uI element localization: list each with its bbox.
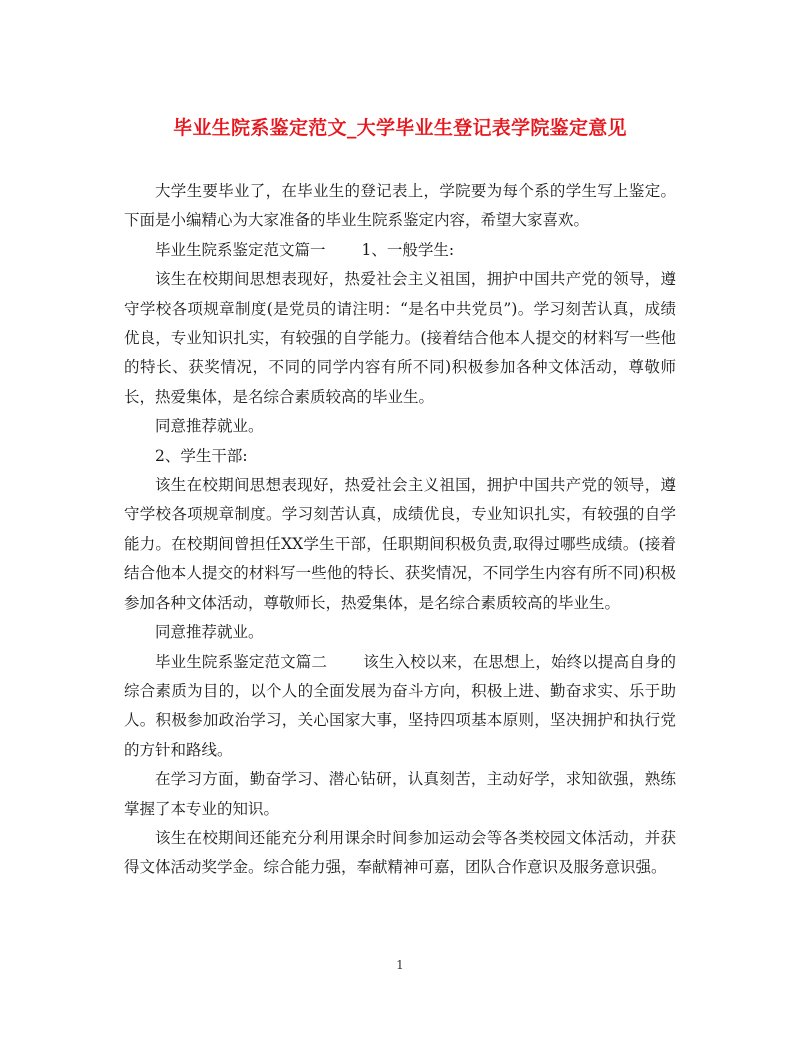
- document-body: [124, 177, 676, 883]
- student-cadre-paragraph: 该生在校期间思想表现好，热爱社会主义祖国，拥护中国共产党的领导，遵守学校各项规章制度。学习刻苦认真，成绩优良，专业知识扎实，有较强的自学能力。在校期间曾担任XX学生干部，任职期间积极负责,取得过哪些成绩。(接着结合他本人提交的材料写一些他的特长、获奖情况，不同学生内容有所不同)积极参加各种文体活动，尊敬师长，热爱集体，是名综合素质较高的毕业生。: [124, 476, 676, 612]
- page-title: 毕业生院系鉴定范文_大学毕业生登记表学院鉴定意见: [173, 117, 627, 139]
- general-student-subheading: 1、一般学生:: [361, 240, 455, 259]
- page-number: 1: [396, 958, 404, 972]
- student-cadre-subheading: 2、学生干部:: [155, 446, 248, 465]
- section-2-paragraph-2: 在学习方面，勤奋学习、潜心钻研，认真刻苦，主动好学，求知欲强，熟练掌握了本专业的知识。: [124, 770, 676, 818]
- section-1-heading-line: [124, 236, 676, 265]
- section-2-paragraph-3: 该生在校期间还能充分利用课余时间参加运动会等各类校园文体活动，并获得文体活动奖学金。综合能力强，奉献精神可嘉，团队合作意识及服务意识强。: [124, 828, 676, 877]
- section-2-paragraph-1-text: 该生入校以来，在思想上，始终以提高自身的综合素质为目的，以个人的全面发展为奋斗方向，积极上进、勤奋求实、乐于助人。积极参加政治学习，关心国家大事，坚持四项基本原则，坚决拥护和执行党的方针和路线。: [124, 652, 676, 759]
- section-2-heading: 毕业生院系鉴定范文篇二: [155, 652, 328, 671]
- recommend-line-2: 同意推荐就业。: [155, 623, 264, 642]
- section-1-heading: 毕业生院系鉴定范文篇一: [155, 240, 326, 259]
- recommend-line-1: 同意推荐就业。: [155, 417, 264, 436]
- general-student-paragraph: 该生在校期间思想表现好，热爱社会主义祖国，拥护中国共产党的领导，遵守学校各项规章制度(是党员的请注明：“是名中共党员”)。学习刻苦认真，成绩优良，专业知识扎实，有较强的自学能力。(接着结合他本人提交的材料写一些他的特长、获奖情况，不同的同学内容有所不同)积极参加各种文体活动，尊敬师长，热爱集体，是名综合素质较高的毕业生。: [124, 270, 676, 406]
- section-2-paragraph-1: [124, 648, 676, 766]
- intro-paragraph: 大学生要毕业了，在毕业生的登记表上，学院要为每个系的学生写上鉴定。下面是小编精心为大家准备的毕业生院系鉴定内容，希望大家喜欢。: [124, 182, 676, 230]
